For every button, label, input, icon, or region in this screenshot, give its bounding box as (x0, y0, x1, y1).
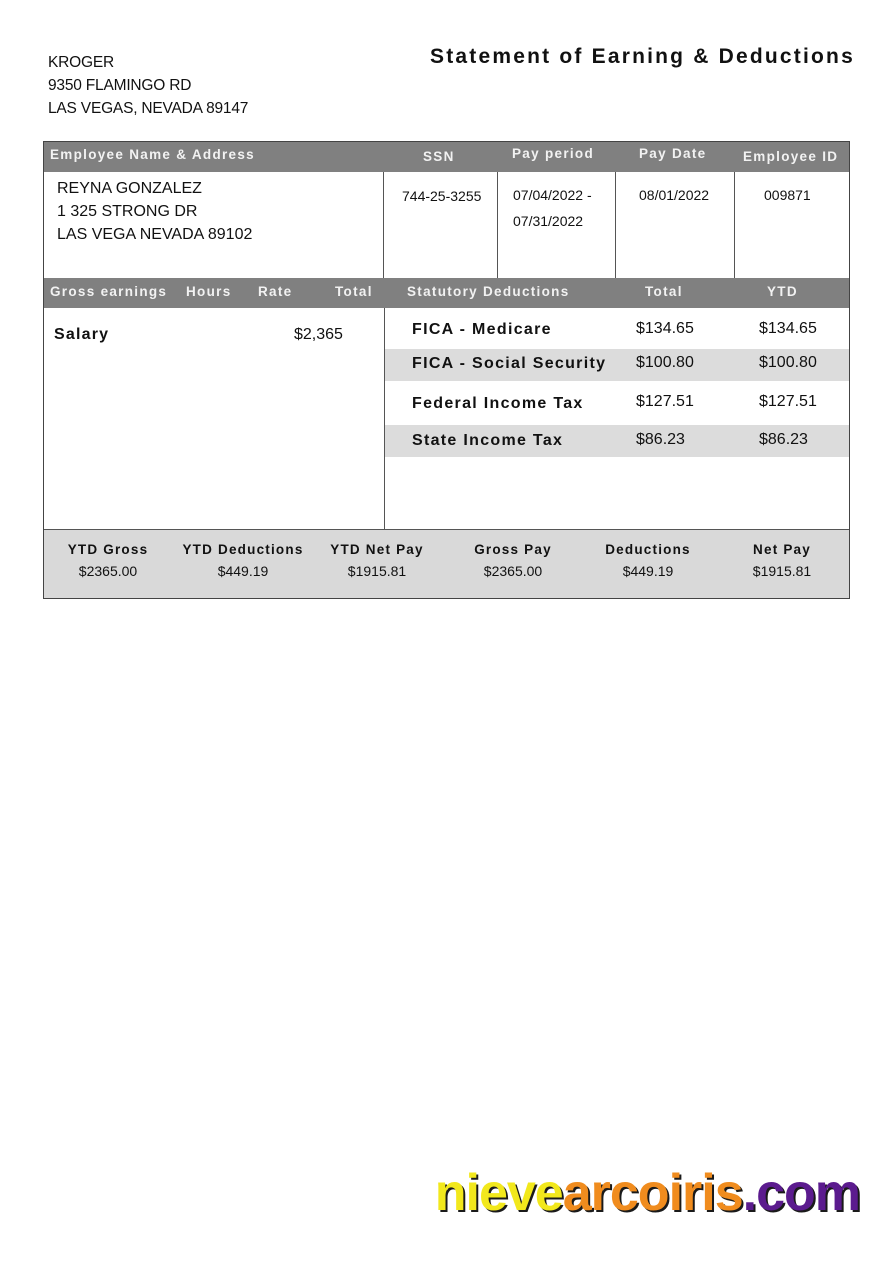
summary-value: $2365.00 (78, 563, 138, 579)
watermark-part2: arcoiris (562, 1164, 743, 1222)
deduction-row (385, 349, 849, 381)
header-deductions-total: Total (645, 284, 683, 299)
summary-net-pay (712, 542, 852, 579)
divider (497, 172, 498, 278)
employee-name-address (57, 177, 252, 246)
employee-address-line2: LAS VEGA NEVADA 89102 (57, 226, 253, 243)
summary-label: Gross Pay (474, 542, 552, 557)
deduction-row (385, 425, 849, 457)
summary-value: $2365.00 (483, 563, 543, 579)
pay-period-end: 07/31/2022 (513, 213, 584, 229)
deduction-ytd: $134.65 (759, 320, 817, 337)
deduction-ytd: $100.80 (759, 354, 817, 371)
company-name: KROGER (48, 54, 114, 71)
summary-value: $449.19 (217, 563, 269, 579)
summary-label: YTD Deductions (182, 542, 304, 557)
deduction-name: State Income Tax (412, 432, 564, 449)
divider (615, 172, 616, 278)
summary-bar (44, 530, 849, 598)
deduction-total: $100.80 (636, 354, 694, 371)
document-title: Statement of Earning & Deductions (430, 45, 855, 68)
summary-gross-pay (443, 542, 583, 579)
header-earnings-total: Total (335, 284, 373, 299)
watermark-logo (435, 1163, 860, 1223)
pay-date-value: 08/01/2022 (639, 187, 710, 203)
summary-value: $449.19 (622, 563, 674, 579)
ssn-value: 744-25-3255 (402, 188, 482, 204)
summary-label: YTD Gross (67, 542, 149, 557)
deduction-name: FICA - Medicare (412, 321, 552, 338)
deduction-total: $86.23 (636, 431, 685, 448)
earnings-deductions-header-bar (44, 278, 849, 308)
employee-name: REYNA GONZALEZ (57, 180, 202, 197)
divider (734, 172, 735, 278)
earning-total: $2,365 (294, 326, 343, 343)
summary-label: YTD Net Pay (330, 542, 424, 557)
summary-deductions (578, 542, 718, 579)
summary-value: $1915.81 (347, 563, 407, 579)
header-ssn: SSN (423, 149, 455, 164)
deduction-name: FICA - Social Security (412, 355, 607, 372)
deduction-ytd: $86.23 (759, 431, 808, 448)
company-address-line2: LAS VEGAS, NEVADA 89147 (48, 100, 249, 117)
summary-ytd-gross (38, 542, 178, 579)
summary-label: Net Pay (753, 542, 811, 557)
header-statutory-deductions: Statutory Deductions (407, 284, 570, 299)
header-employee-id: Employee ID (743, 149, 839, 164)
summary-value: $1915.81 (752, 563, 812, 579)
deduction-total: $127.51 (636, 393, 694, 410)
employee-header-bar (44, 142, 849, 172)
header-gross-earnings: Gross earnings (50, 284, 168, 299)
company-address-line1: 9350 FLAMINGO RD (48, 77, 192, 94)
divider (383, 172, 384, 278)
header-ytd: YTD (767, 284, 798, 299)
deduction-ytd: $127.51 (759, 393, 817, 410)
employee-id-value: 009871 (764, 187, 811, 203)
summary-ytd-deductions (173, 542, 313, 579)
header-hours: Hours (186, 284, 232, 299)
company-address-block (48, 51, 248, 120)
deduction-name: Federal Income Tax (412, 395, 584, 412)
header-pay-date: Pay Date (639, 146, 707, 161)
header-employee-name-address: Employee Name & Address (50, 147, 255, 162)
pay-period-start: 07/04/2022 - (513, 187, 592, 203)
header-rate: Rate (258, 284, 293, 299)
deduction-row (385, 387, 849, 419)
header-pay-period: Pay period (512, 146, 595, 161)
deduction-total: $134.65 (636, 320, 694, 337)
employee-address-line1: 1 325 STRONG DR (57, 203, 198, 220)
earning-label: Salary (54, 326, 110, 343)
watermark-part1: nieve (434, 1164, 563, 1222)
deduction-row (385, 314, 849, 346)
watermark-part3: .com (742, 1164, 860, 1222)
summary-label: Deductions (605, 542, 691, 557)
summary-ytd-net-pay (307, 542, 447, 579)
